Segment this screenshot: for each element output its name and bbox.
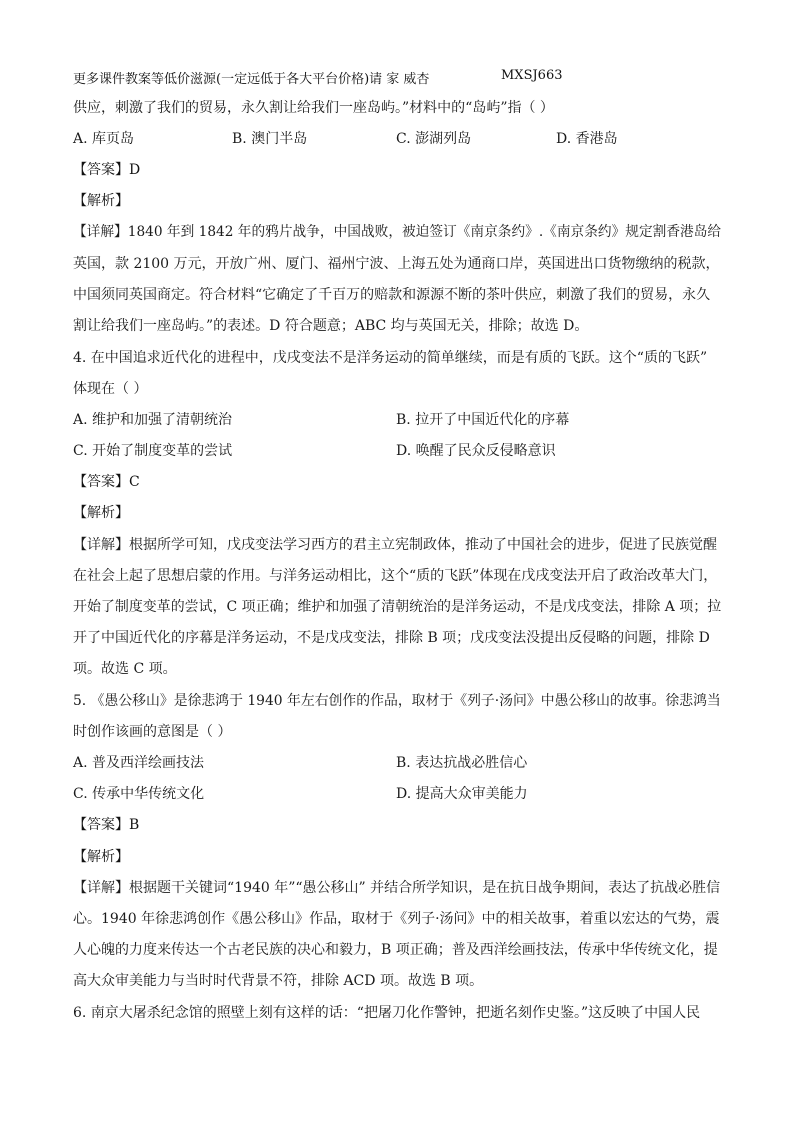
page-header xyxy=(73,68,563,87)
q3-option-b: B. 澳门半岛 xyxy=(232,131,308,147)
q3-analysis-label: 【解析】 xyxy=(73,193,129,209)
q4-detail-line: 项。故选 C 项。 xyxy=(73,661,177,677)
q5-detail-line: 【详解】根据题干关键词“1940 年”“愚公移山” 并结合所学知识，是在抗日战争期间，表达了抗战必胜信 xyxy=(73,880,721,896)
q4-answer: 【答案】C xyxy=(73,474,140,490)
q5-detail-line: 心。1940 年徐悲鸿创作《愚公移山》作品，取材于《列子·汤问》中的相关故事，着重以宏达的气势，震 xyxy=(73,911,720,927)
q5-detail-line: 高大众审美能力与当时时代背景不符，排除 ACD 项。故选 B 项。 xyxy=(73,973,484,989)
header-text: 更多课件教案等低价滋源(一定远低于各大平台价格)请 家 威杏 xyxy=(73,72,430,87)
q3-option-a: A. 库页岛 xyxy=(73,131,135,147)
q4-option-c: C. 开始了制度变革的尝试 xyxy=(73,443,233,459)
q5-option-a: A. 普及西洋绘画技法 xyxy=(73,755,205,771)
q5-analysis-label: 【解析】 xyxy=(73,849,129,865)
q6-stem-line: 6. 南京大屠杀纪念馆的照壁上刻有这样的话：“把屠刀化作警钟，把逝名刻作史鉴。”这反映了中国人民 xyxy=(73,1005,701,1021)
q3-detail-line: 【详解】1840 年到 1842 年的鸦片战争，中国战败，被迫签订《南京条约》.《南京条约》规定割香港岛给 xyxy=(73,224,722,240)
q3-detail-line: 割让给我们一座岛屿。”的表述。D 符合题意；ABC 均与英国无关，排除；故选 D。 xyxy=(73,318,589,334)
q5-answer: 【答案】B xyxy=(73,817,140,833)
q5-stem-line: 时创作该画的意图是（ ） xyxy=(73,724,232,740)
q3-detail-line: 中国须同英国商定。符合材料“它确定了千百万的赔款和源源不断的茶叶供应，刺激了我们的贸易，永久 xyxy=(73,287,711,303)
q5-detail-line: 人心魄的力度来传达一个古老民族的决心和毅力，B 项正确；普及西洋绘画技法，传承中华传统文化，提 xyxy=(73,942,718,958)
q4-option-b: B. 拉开了中国近代化的序幕 xyxy=(396,412,570,428)
q4-detail-line: 开始了制度变革的尝试，C 项正确；维护和加强了清朝统治的是洋务运动，不是戊戌变法，排除 A 项；拉 xyxy=(73,599,722,615)
q5-option-b: B. 表达抗战必胜信心 xyxy=(396,755,528,771)
q3-stem: 供应，刺激了我们的贸易，永久割让给我们一座岛屿。”材料中的“岛屿”指（ ） xyxy=(73,100,554,116)
q4-stem-line: 4. 在中国追求近代化的进程中，戊戌变法不是洋务运动的简单继续，而是有质的飞跃。这个“质的飞跃” xyxy=(73,350,708,366)
q3-answer: 【答案】D xyxy=(73,162,141,178)
q4-stem-line: 体现在（ ） xyxy=(73,381,148,397)
q5-stem-line: 5. 《愚公移山》是徐悲鸿于 1940 年左右创作的作品，取材于《列子·汤问》中愚公移山的故事。徐悲鸿当 xyxy=(73,693,721,709)
q3-option-d: D. 香港岛 xyxy=(556,131,618,147)
q3-detail-line: 英国，款 2100 万元，开放广州、厦门、福州宁波、上海五处为通商口岸，英国进出口货物缴纳的税款， xyxy=(73,256,720,272)
q5-option-c: C. 传承中华传统文化 xyxy=(73,786,205,802)
q4-analysis-label: 【解析】 xyxy=(73,505,129,521)
q4-detail-line: 【详解】根据所学可知，戊戌变法学习西方的君主立宪制政体，推动了中国社会的进步，促进了民族觉醒 xyxy=(73,537,717,553)
q4-detail-line: 在社会上起了思想启蒙的作用。与洋务运动相比，这个“质的飞跃”体现在戊戌变法开启了政治改革大门， xyxy=(73,568,718,584)
q4-option-a: A. 维护和加强了清朝统治 xyxy=(73,412,233,428)
q3-option-c: C. 澎湖列岛 xyxy=(396,131,472,147)
q5-option-d: D. 提高大众审美能力 xyxy=(396,786,528,802)
q4-option-d: D. 唤醒了民众反侵略意识 xyxy=(396,443,556,459)
q4-detail-line: 开了中国近代化的序幕是洋务运动，不是戊戌变法，排除 B 项；戊戌变法没提出反侵略的问题，排除 D xyxy=(73,630,710,646)
header-code: MXSJ663 xyxy=(501,68,563,83)
